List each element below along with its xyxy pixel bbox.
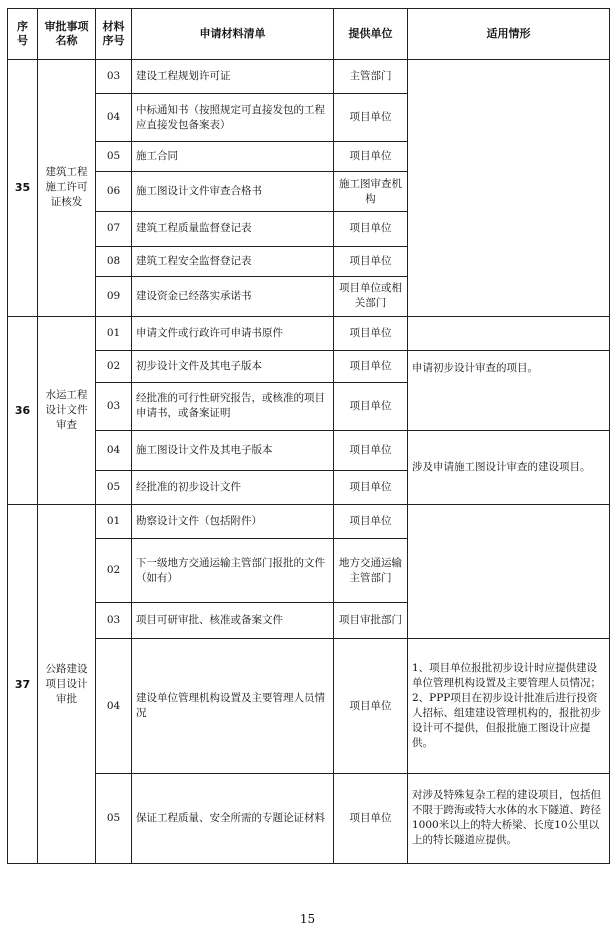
material-no: 09 [96, 276, 132, 316]
material-no: 05 [96, 142, 132, 172]
material-no: 03 [96, 60, 132, 94]
provider: 项目单位或相关部门 [334, 276, 408, 316]
material-name: 下一级地方交通运输主管部门报批的文件（如有） [132, 539, 334, 603]
material-no: 05 [96, 773, 132, 863]
scenario-text: 涉及申请施工图设计审查的建设项目。 [408, 430, 610, 504]
material-no: 06 [96, 172, 132, 212]
header-seq: 序号 [8, 9, 38, 60]
scenario-empty [408, 505, 610, 639]
provider: 项目单位 [334, 94, 408, 142]
provider: 项目单位 [334, 212, 408, 246]
material-no: 05 [96, 471, 132, 505]
material-no: 04 [96, 94, 132, 142]
group-seq: 35 [8, 60, 38, 317]
material-name: 施工图设计文件审查合格书 [132, 172, 334, 212]
header-material-no: 材料序号 [96, 9, 132, 60]
group-item-name: 公路建设项目设计审批 [38, 505, 96, 864]
material-name: 建筑工程安全监督登记表 [132, 246, 334, 276]
header-row [8, 9, 610, 60]
material-no: 03 [96, 382, 132, 430]
table-row [8, 430, 610, 470]
material-no: 07 [96, 212, 132, 246]
material-name: 施工图设计文件及其电子版本 [132, 430, 334, 470]
scenario-text: 申请初步设计审查的项目。 [408, 350, 610, 430]
material-no: 08 [96, 246, 132, 276]
material-no: 02 [96, 350, 132, 382]
header-provider: 提供单位 [334, 9, 408, 60]
material-name: 建设单位管理机构设置及主要管理人员情况 [132, 639, 334, 773]
table-row [8, 505, 610, 539]
provider: 项目单位 [334, 430, 408, 470]
material-no: 04 [96, 639, 132, 773]
table-row [8, 639, 610, 773]
material-no: 01 [96, 316, 132, 350]
provider: 项目单位 [334, 350, 408, 382]
group-seq: 37 [8, 505, 38, 864]
material-no: 03 [96, 603, 132, 639]
provider: 项目审批部门 [334, 603, 408, 639]
header-item: 审批事项名称 [38, 9, 96, 60]
material-name: 中标通知书（按照规定可直接发包的工程应直接发包备案表） [132, 94, 334, 142]
group-seq: 36 [8, 316, 38, 504]
table-row [8, 316, 610, 350]
provider: 项目单位 [334, 773, 408, 863]
provider: 项目单位 [334, 142, 408, 172]
provider: 项目单位 [334, 639, 408, 773]
provider: 项目单位 [334, 471, 408, 505]
provider: 施工图审查机构 [334, 172, 408, 212]
material-name: 申请文件或行政许可申请书原件 [132, 316, 334, 350]
material-name: 经批准的可行性研究报告，或核准的项目申请书，或备案证明 [132, 382, 334, 430]
provider: 地方交通运输主管部门 [334, 539, 408, 603]
materials-table [7, 8, 610, 864]
material-name: 经批准的初步设计文件 [132, 471, 334, 505]
material-no: 02 [96, 539, 132, 603]
provider: 项目单位 [334, 505, 408, 539]
provider: 项目单位 [334, 382, 408, 430]
group-item-name: 建筑工程施工许可证核发 [38, 60, 96, 317]
material-name: 施工合同 [132, 142, 334, 172]
material-name: 项目可研审批、核准或备案文件 [132, 603, 334, 639]
material-name: 勘察设计文件（包括附件） [132, 505, 334, 539]
material-no: 01 [96, 505, 132, 539]
scenario-text: 1、项目单位报批初步设计时应提供建设单位管理机构设置及主要管理人员情况； 2、PPP项目在初步设计批准后进行投资人招标、组建建设管理机构的，报批初步设计可不提供，但报批施工图设计应提供。 [408, 639, 610, 773]
material-name: 建设资金已经落实承诺书 [132, 276, 334, 316]
provider: 项目单位 [334, 316, 408, 350]
material-no: 04 [96, 430, 132, 470]
table-row [8, 60, 610, 94]
provider: 主管部门 [334, 60, 408, 94]
scenario-empty [408, 316, 610, 350]
scenario-text: 对涉及特殊复杂工程的建设项目，包括但不限于跨海或特大水体的水下隧道、跨径1000米以上的特大桥梁、长度10公里以上的特长隧道应提供。 [408, 773, 610, 863]
page-number: 15 [299, 912, 316, 926]
material-name: 初步设计文件及其电子版本 [132, 350, 334, 382]
table-row [8, 773, 610, 863]
group-item-name: 水运工程设计文件审查 [38, 316, 96, 504]
scenario-empty [408, 60, 610, 317]
material-name: 保证工程质量、安全所需的专题论证材料 [132, 773, 334, 863]
table-row [8, 350, 610, 382]
provider: 项目单位 [334, 246, 408, 276]
header-materials: 申请材料清单 [132, 9, 334, 60]
material-name: 建设工程规划许可证 [132, 60, 334, 94]
header-scenario: 适用情形 [408, 9, 610, 60]
material-name: 建筑工程质量监督登记表 [132, 212, 334, 246]
